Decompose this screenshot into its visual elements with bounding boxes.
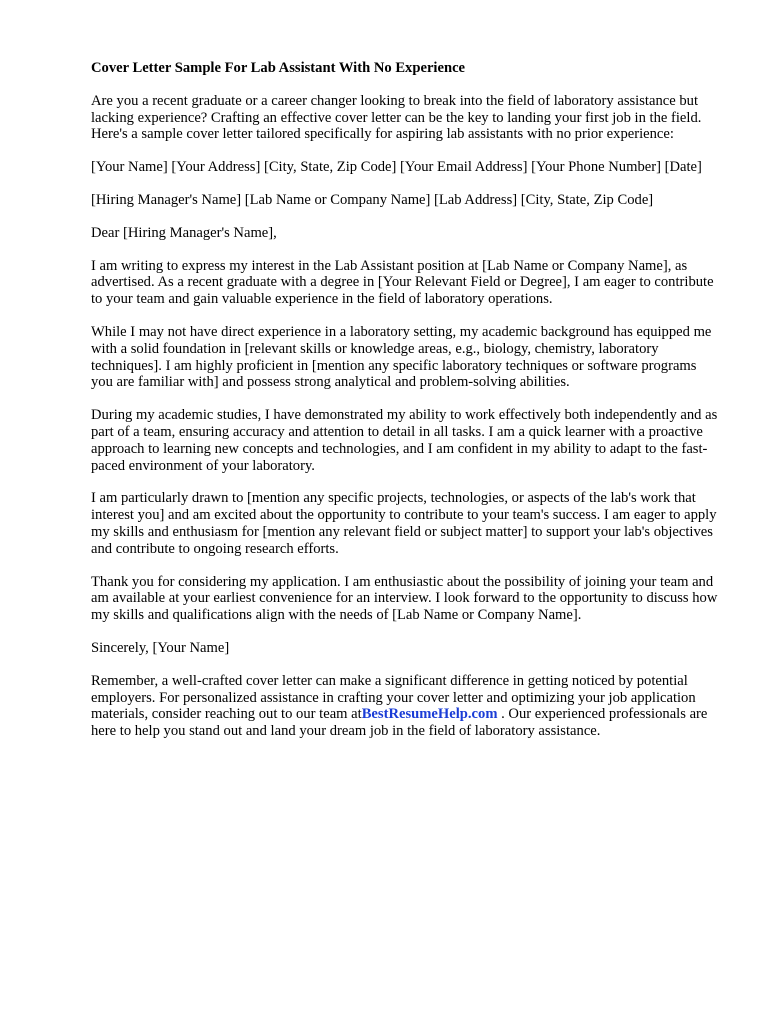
outro-paragraph [91, 673, 721, 740]
body-paragraph-2: While I may not have direct experience in a laboratory setting, my academic background has equipped me with a solid foundation in [relevant skills or knowledge areas, e.g., biology, chemistry, laboratory techniques]. I am highly proficient in [mention any specific laboratory techniques or software programs you are familiar with] and possess strong analytical and problem-solving abilities. [91, 323, 712, 391]
body-paragraph-1: I am writing to express my interest in the Lab Assistant position at [Lab Name or Company Name], as advertised. As a recent graduate with a degree in [Your Relevant Field or Degree], I am eager to contribute to your team and gain valuable experience in the field of laboratory operations. [91, 257, 714, 308]
outro-text-after-link: . Our experienced professionals are here to help you stand out and land your dream job in the field of laboratory assistance. [91, 706, 708, 740]
body-paragraph-5: Thank you for considering my application. I am enthusiastic about the possibility of joining your team and am available at your earliest convenience for an interview. I look forward to the opportunity to discuss how my skills and qualifications align with the needs of [Lab Name or Company Name]. [91, 573, 718, 624]
intro-paragraph: Are you a recent graduate or a career changer looking to break into the field of laboratory assistance but lacking experience? Crafting an effective cover letter can be the key to landing your first job in the field. Here's a sample cover letter tailored specifically for aspiring lab assistants with no prior experience: [91, 92, 702, 143]
body-paragraph-3: During my academic studies, I have demonstrated my ability to work effectively both independently and as part of a team, ensuring accuracy and attention to detail in all tasks. I am a quick learner with a proactive approach to learning new concepts and technologies, and I am confident in my ability to adapt to the fast-paced environment of your laboratory. [91, 407, 718, 474]
salutation: Dear [Hiring Manager's Name], [91, 224, 277, 241]
document-page [91, 60, 721, 756]
body-paragraph-4: I am particularly drawn to [mention any specific projects, technologies, or aspects of the lab's work that interest you] and am excited about the opportunity to contribute to your team's success. I am eager to apply my skills and enthusiasm for [mention any relevant field or subject matter] to support your lab's objectives and contribute to ongoing research efforts. [91, 490, 717, 557]
outro-text-before-link: Remember, a well-crafted cover letter can make a significant difference in getting noticed by potential employers. For personalized assistance in crafting your cover letter and optimizing your job application materials, consider reaching out to our team at [91, 672, 696, 723]
sender-address-block: [Your Name] [Your Address] [City, State, Zip Code] [Your Email Address] [Your Phone Number] [Date] [91, 159, 702, 176]
bestresumehelp-link[interactable]: BestResumeHelp.com [361, 706, 498, 723]
recipient-address-block: [Hiring Manager's Name] [Lab Name or Company Name] [Lab Address] [City, State, Zip Code] [91, 191, 654, 208]
document-title: Cover Letter Sample For Lab Assistant With No Experience [91, 60, 466, 76]
closing-signature: Sincerely, [Your Name] [91, 639, 230, 656]
